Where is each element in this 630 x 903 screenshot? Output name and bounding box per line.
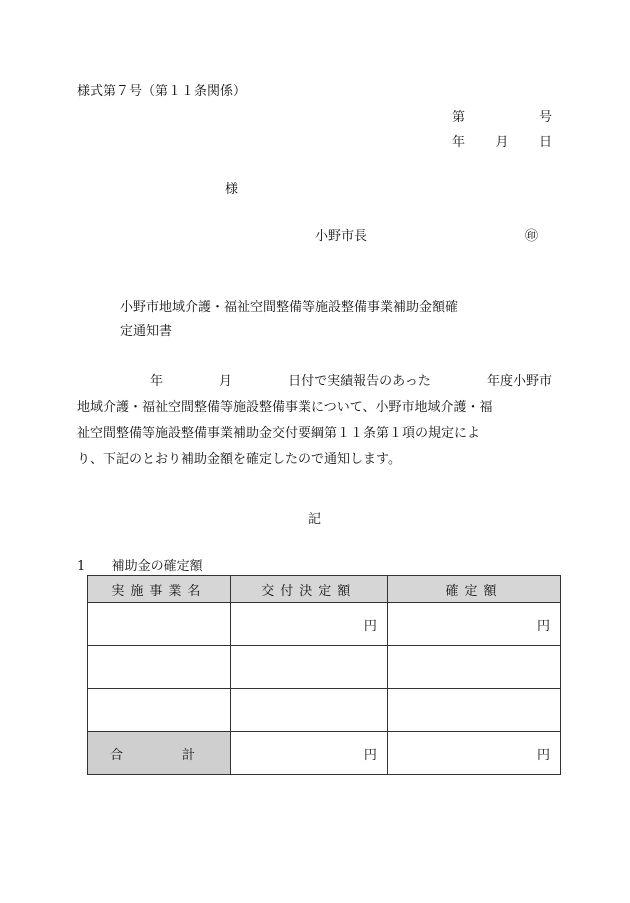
notice-body-line-3: 祉空間整備等施設整備事業補助金交付要綱第１１条第１項の規定によ xyxy=(77,426,481,441)
table-cell xyxy=(88,646,231,689)
table-cell xyxy=(88,689,231,732)
document-title-line-2: 定通知書 xyxy=(120,324,173,339)
table-header-row xyxy=(88,576,561,603)
table-cell xyxy=(230,689,387,732)
notice-body-line-2: 地域介護・福祉空間整備等施設整備事業について、小野市地域介護・福 xyxy=(77,400,493,415)
header-decided-amount: 交付決定額 xyxy=(230,576,387,603)
total-label xyxy=(88,732,231,775)
body-year: 年 xyxy=(150,374,164,389)
document-title xyxy=(120,296,520,344)
table-cell: 円 xyxy=(387,603,560,646)
table-total-row xyxy=(88,732,561,775)
document-number-suffix: 号 xyxy=(538,110,552,125)
header-project-name: 実施事業名 xyxy=(88,576,231,603)
document-title-line-1: 小野市地域介護・福祉空間整備等施設整備事業補助金額確 xyxy=(120,300,459,315)
header-confirmed-amount: 確定額 xyxy=(387,576,560,603)
date-month: 月 xyxy=(495,135,509,150)
table-cell xyxy=(387,689,560,732)
total-decided-amount: 円 xyxy=(230,732,387,775)
date-year: 年 xyxy=(452,135,466,150)
total-label-a: 合 xyxy=(110,747,124,763)
body-month: 月 xyxy=(219,374,233,389)
document-number-prefix: 第 xyxy=(452,110,466,125)
table-cell xyxy=(88,603,231,646)
body-report: 日付で実績報告のあった xyxy=(288,374,431,389)
form-number-label: 様式第７号（第１１条関係） xyxy=(77,84,247,99)
table-cell xyxy=(230,646,387,689)
issue-date xyxy=(452,131,552,150)
notice-body xyxy=(77,369,552,473)
date-day: 日 xyxy=(538,135,552,150)
subsidy-amount-table xyxy=(87,575,561,775)
seal-mark: ㊞ xyxy=(525,229,539,244)
ki-heading: 記 xyxy=(308,512,322,527)
document-number xyxy=(452,106,552,125)
table-row xyxy=(88,689,561,732)
section-heading xyxy=(77,555,203,574)
addressee: 様 xyxy=(225,182,239,197)
total-confirmed-amount: 円 xyxy=(387,732,560,775)
table-cell xyxy=(387,646,560,689)
table-cell: 円 xyxy=(230,603,387,646)
table-row xyxy=(88,646,561,689)
total-label-b: 計 xyxy=(181,747,195,763)
notice-body-line-1 xyxy=(77,369,552,395)
notice-body-line-4: り、下記のとおり補助金額を確定したので通知します。 xyxy=(77,452,401,467)
section-number: 1 xyxy=(77,559,86,574)
sender-name: 小野市長 xyxy=(315,229,368,244)
section-title: 補助金の確定額 xyxy=(111,559,203,574)
body-fiscal-year: 年度小野市 xyxy=(486,374,552,389)
table-row xyxy=(88,603,561,646)
